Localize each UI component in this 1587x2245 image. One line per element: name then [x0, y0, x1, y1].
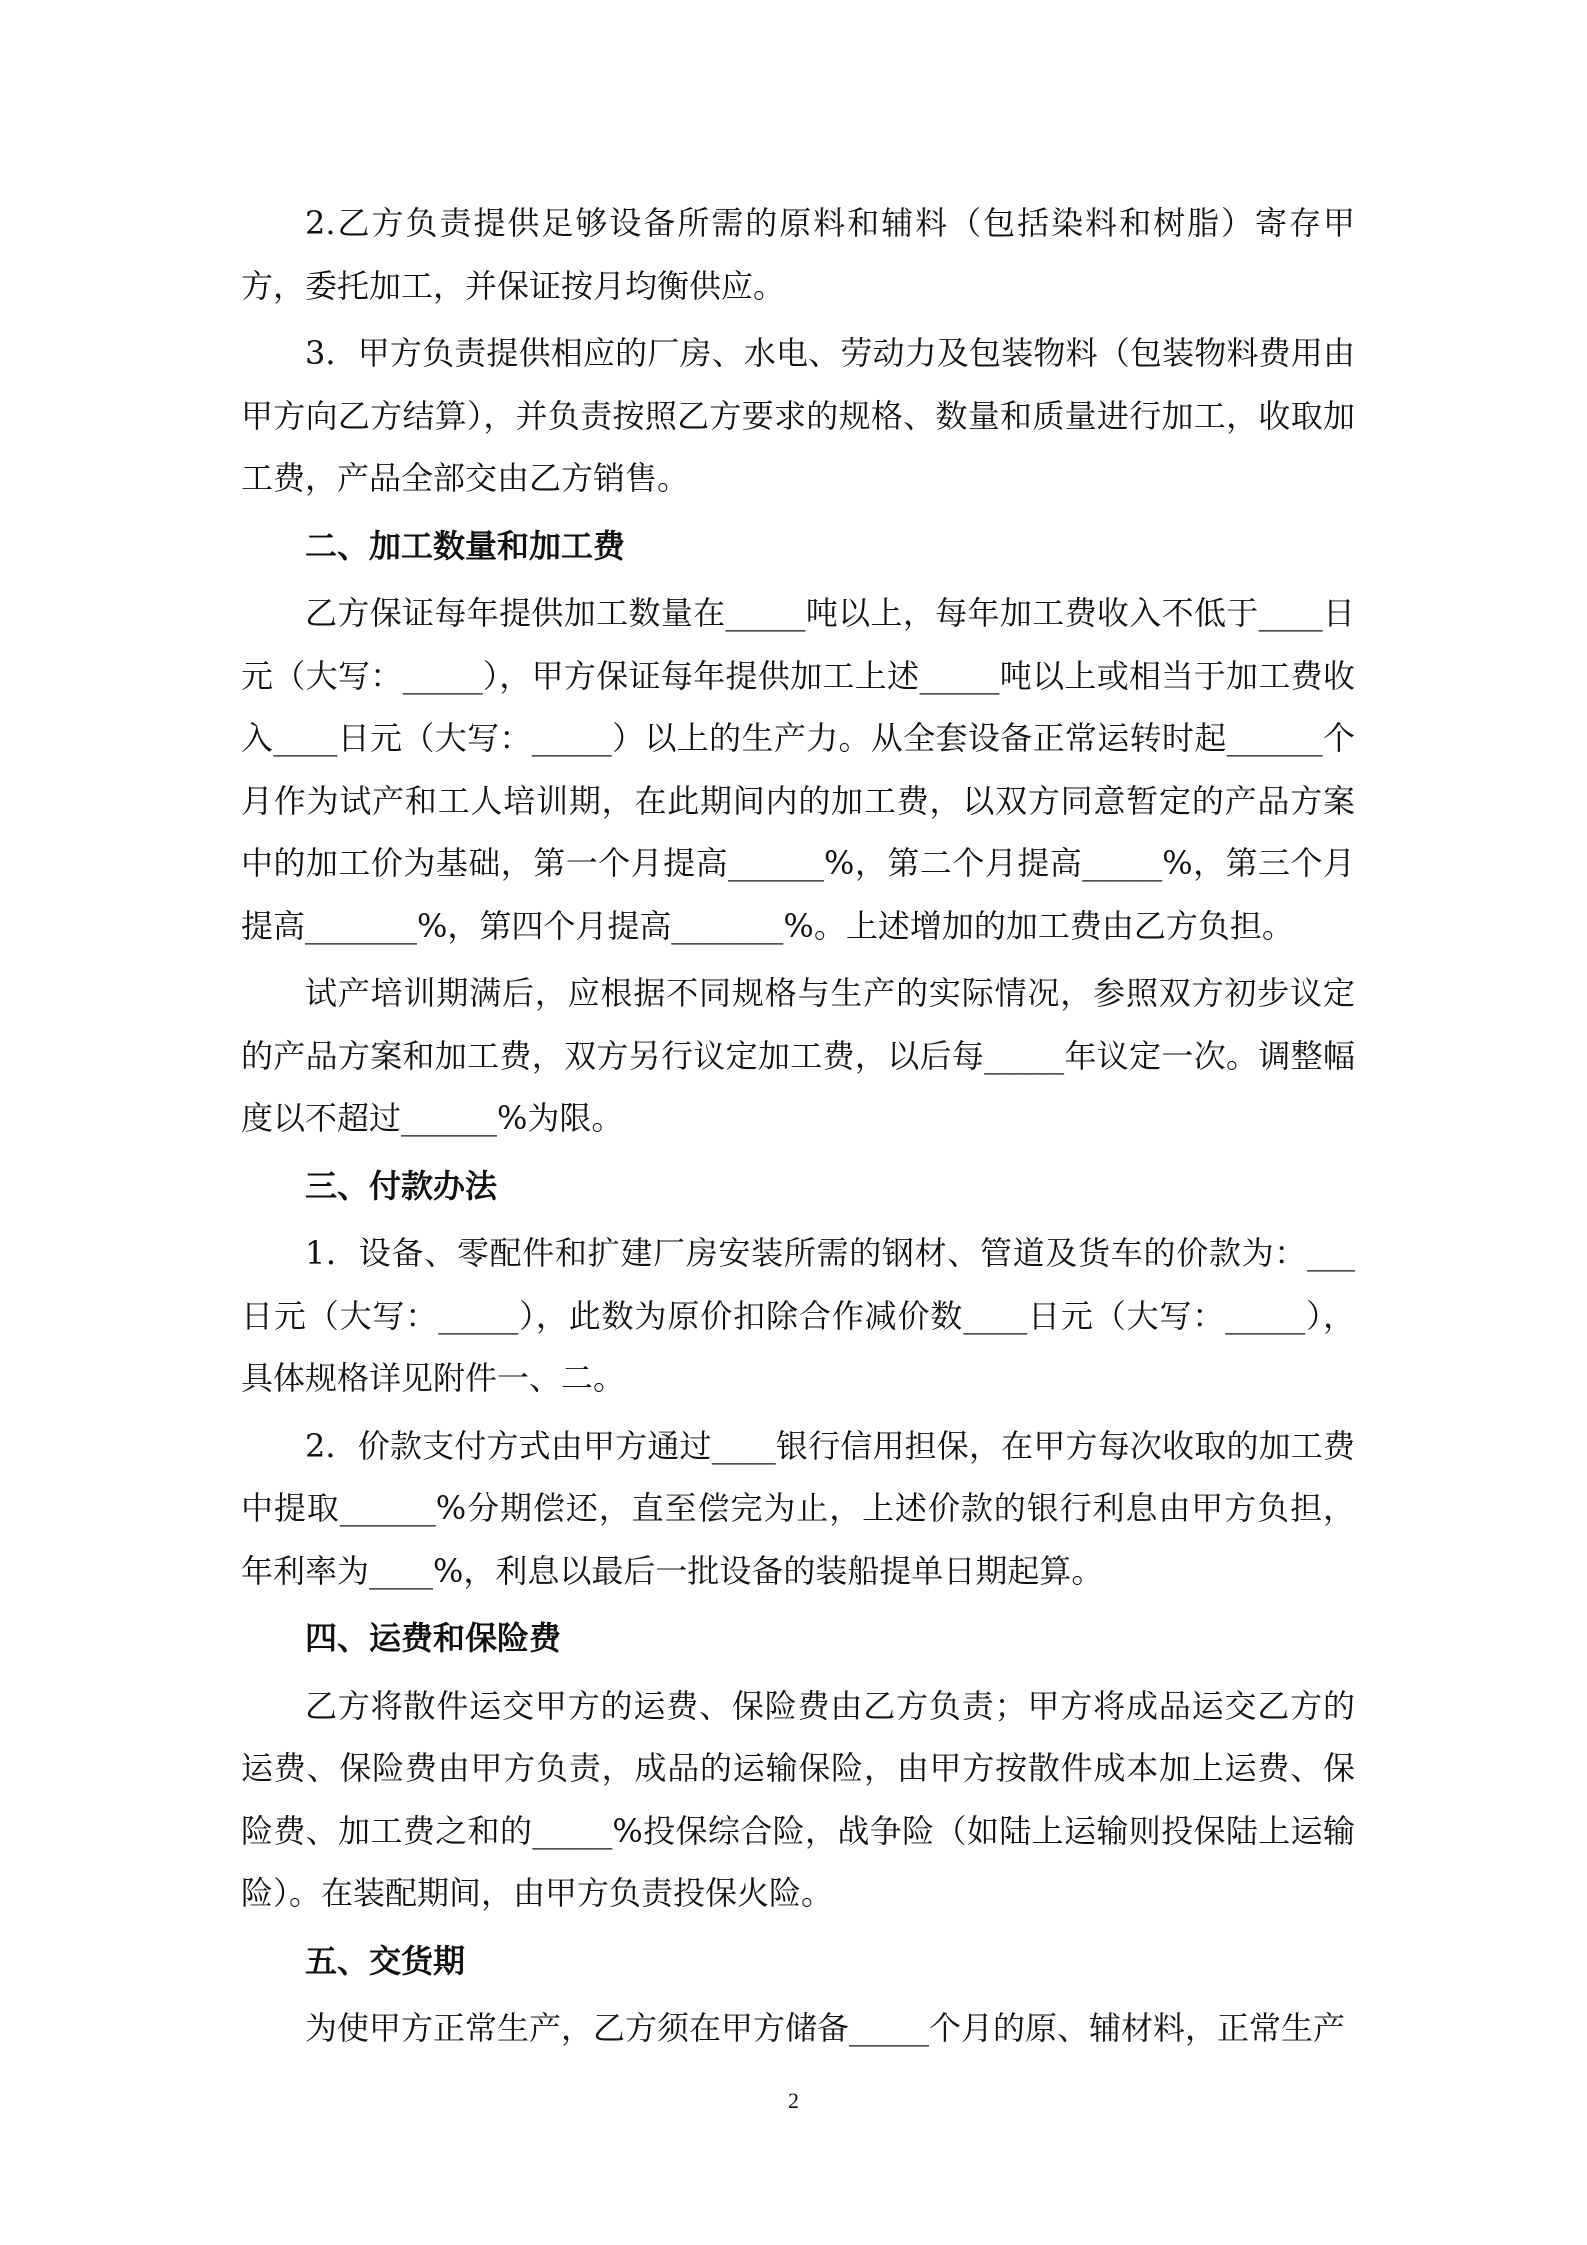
page-number: 2 [788, 2088, 799, 2113]
document-body [241, 192, 1355, 2065]
section-heading: 二、加工数量和加工费 [305, 526, 626, 565]
paragraph: 1．设备、零配件和扩建厂房安装所需的钢材、管道及货车的价款为：___日元（大写：_____），此数为原价扣除合作减价数____日元（大写：_____），具体规格详见附件一、二。 [241, 1234, 1355, 1397]
paragraph: 3．甲方负责提供相应的厂房、水电、劳动力及包装物料（包装物料费用由甲方向乙方结算），并负责按照乙方要求的规格、数量和质量进行加工，收取加工费，产品全部交由乙方销售。 [241, 334, 1355, 497]
paragraph: 试产培训期满后，应根据不同规格与生产的实际情况，参照双方初步议定的产品方案和加工费，双方另行议定加工费，以后每_____年议定一次。调整幅度以不超过______%为限。 [241, 974, 1355, 1137]
paragraph: 乙方保证每年提供加工数量在_____吨以上，每年加工费收入不低于____日元（大写：_____），甲方保证每年提供加工上述_____吨以上或相当于加工费收入____日元（大写：_____）以上的生产力。从全套设备正常运转时起______个月作为试产和工人培训期，在此期间内的加工费，以双方同意暂定的产品方案中的加工价为基础，第一个月提高______%，第二个月提高_____%，第三个月提高_______%，第四个月提高_______%。上述增加的加工费由乙方负担。 [241, 594, 1355, 945]
section-heading: 四、运费和保险费 [305, 1619, 562, 1657]
paragraph: 2．价款支付方式由甲方通过____银行信用担保，在甲方每次收取的加工费中提取______%分期偿还，直至偿完为止，上述价款的银行利息由甲方负担，年利率为____%，利息以最后一批设备的装船提单日期起算。 [241, 1426, 1355, 1590]
section-heading: 三、付款办法 [305, 1166, 498, 1205]
paragraph: 乙方将散件运交甲方的运费、保险费由乙方负责；甲方将成品运交乙方的运费、保险费由甲方负责，成品的运输保险，由甲方按散件成本加上运费、保险费、加工费之和的_____%投保综合险，战争险（如陆上运输则投保陆上运输险）。在装配期间，由甲方负责投保火险。 [241, 1686, 1355, 1912]
paragraph: 为使甲方正常生产，乙方须在甲方储备_____个月的原、辅材料，正常生产 [305, 2009, 1346, 2047]
section-heading: 五、交货期 [305, 1941, 466, 1980]
paragraph: 2.乙方负责提供足够设备所需的原料和辅料（包括染料和树脂）寄存甲方，委托加工，并保证按月均衡供应。 [241, 204, 1355, 305]
